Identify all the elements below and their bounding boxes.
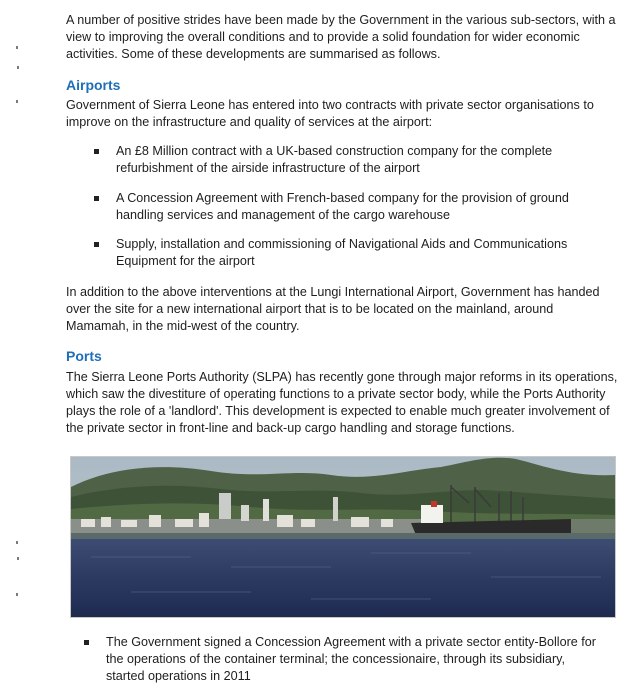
airports-closing-paragraph: In addition to the above interventions at the Lungi International Airport, Government has handed over the site for a new international airport that is to be located on the mainland, around Mamamah, in the mid-west of the country. [66, 285, 600, 333]
margin-mark [17, 557, 19, 560]
ports-intro-paragraph: The Sierra Leone Ports Authority (SLPA) has recently gone through major reforms in its operations, which saw the divestiture of operating functions to a private sector body, while the Ports Authority plays the role of a 'landlord'. This development is expected to enable much greater involvement of the private sector in front-line and back-up cargo handling and storage functions. [66, 370, 618, 435]
airports-bullet-item [94, 190, 614, 224]
ports-heading: Ports [66, 348, 102, 364]
margin-mark [16, 541, 18, 544]
airports-heading: Airports [66, 77, 121, 93]
intro-paragraph: A number of positive strides have been made by the Government in the various sub-sectors, with a view to improving the overall conditions and to provide a solid foundation for wider economic activities. Some of these developments are summarised as follows. [66, 13, 616, 61]
margin-mark [16, 100, 18, 103]
bullet-text: A Concession Agreement with French-based company for the provision of ground handling services and management of the cargo warehouse [116, 191, 569, 222]
bullet-icon [94, 149, 99, 154]
bullet-icon [84, 640, 89, 645]
bullet-text: Supply, installation and commissioning of Navigational Aids and Communications Equipment for the airport [116, 237, 568, 268]
bullet-text: An £8 Million contract with a UK-based construction company for the complete refurbishment of the airside infrastructure of the airport [116, 144, 553, 175]
ports-bullet-item [84, 634, 604, 685]
bullet-text: The Government signed a Concession Agreement with a private sector entity-Bollore for the operations of the container terminal; the concessionaire, through its subsidiary, started operations in 2011 [106, 635, 596, 683]
margin-mark [16, 46, 18, 49]
bullet-icon [94, 196, 99, 201]
bullet-icon [94, 242, 99, 247]
airports-bullet-list [94, 190, 614, 224]
airports-bullet-list [94, 143, 614, 177]
harbour-photo [70, 456, 616, 618]
ports-bullet-list [84, 634, 604, 685]
margin-mark [17, 66, 19, 69]
harbour-photo-illustration [71, 457, 615, 617]
airports-bullet-item [94, 143, 614, 177]
airports-intro-paragraph: Government of Sierra Leone has entered into two contracts with private sector organisations to improve on the infrastructure and quality of services at the airport: [66, 98, 594, 129]
margin-mark [16, 593, 18, 596]
airports-bullet-list [94, 236, 614, 270]
airports-bullet-item [94, 236, 614, 270]
